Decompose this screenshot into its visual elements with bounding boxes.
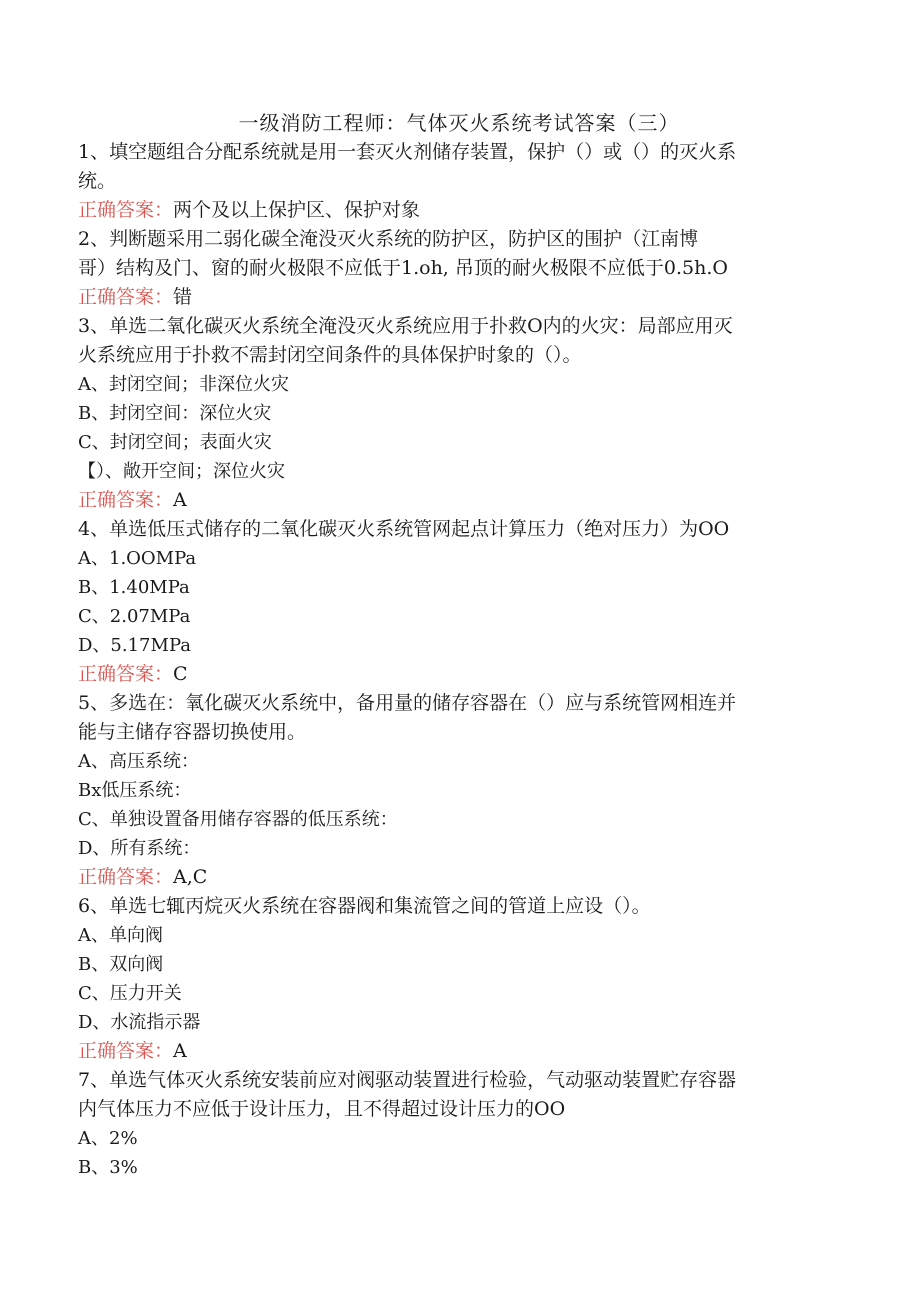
correct-answer [78,196,830,225]
correct-answer [78,660,830,689]
question-block [78,138,830,225]
answer-label: 正确答案： [78,489,174,511]
correct-answer [78,1037,830,1066]
answer-value: A [173,1040,187,1062]
answer-option: A、封闭空间；非深位火灾 [78,374,289,395]
answer-option: Bx低压系统： [78,780,192,801]
answer-option: A、1.OOMPa [78,548,197,569]
question-block [78,515,830,689]
question-text: 4、单选低压式储存的二氧化碳灭火系统管网起点计算压力（绝对压力）为OO [78,518,730,540]
answer-label: 正确答案： [78,866,174,888]
answer-option: D、水流指示器 [78,1012,201,1033]
answer-option: B、封闭空间：深位火灾 [78,403,272,424]
answer-value: C [173,663,188,685]
answer-option: A、2% [78,1128,138,1149]
answer-value: 错 [173,286,193,308]
question-text: 能与主储存容器切换使用。 [78,721,307,743]
answer-option: D、5.17MPa [78,635,191,656]
question-text: 哥）结构及门、窗的耐火极限不应低于1.oh, 吊顶的耐火极限不应低于0.5h.O [78,257,728,279]
question-text: 内气体压力不应低于设计压力，且不得超过设计压力的OO [78,1098,566,1120]
answer-label: 正确答案： [78,199,174,221]
question-text: 3、单选二氧化碳灭火系统全淹没灭火系统应用于扑救O内的火灾：局部应用灭 [78,315,733,337]
answer-option: C、2.07MPa [78,606,191,627]
question-block [78,225,830,312]
answer-option: A、单向阀 [78,925,163,946]
answer-label: 正确答案： [78,663,174,685]
answer-label: 正确答案： [78,286,174,308]
question-block [78,1066,830,1182]
question-block [78,689,830,892]
correct-answer [78,283,830,312]
correct-answer [78,863,830,892]
answer-option: A、高压系统： [78,751,199,772]
correct-answer [78,486,830,515]
question-block [78,312,830,515]
answer-option: D、所有系统： [78,838,201,859]
answer-value: 两个及以上保护区、保护对象 [173,199,421,221]
question-text: 1、填空题组合分配系统就是用一套灭火剂储存装置，保护（）或（）的灭火系 [78,141,737,163]
question-text: 火系统应用于扑救不需封闭空间条件的具体保护时象的（）。 [78,344,582,366]
page-title: 一级消防工程师：气体灭火系统考试答案（三） [238,111,680,135]
question-text: 统。 [78,170,117,192]
answer-option: C、压力开关 [78,983,182,1004]
answer-option: 【）、敞开空间；深位火灾 [78,461,285,482]
answer-option: B、双向阀 [78,954,164,975]
question-block [78,892,830,1066]
answer-option: C、封闭空间；表面火灾 [78,432,272,453]
answer-option: B、1.40MPa [78,577,190,598]
answer-value: A,C [173,866,208,888]
question-text: 6、单选七辄丙烷灭火系统在容器阀和集流管之间的管道上应设（）。 [78,895,651,917]
answer-option: C、单独设置备用储存容器的低压系统： [78,809,398,830]
question-text: 7、单选气体灭火系统安装前应对阀驱动装置进行检验，气动驱动装置贮存容器 [78,1069,737,1091]
answer-option: B、3% [78,1157,138,1178]
answer-label: 正确答案： [78,1040,174,1062]
answer-value: A [173,489,187,511]
question-text: 2、判断题采用二弱化碳全淹没灭火系统的防护区，防护区的围护（江南博 [78,228,699,250]
question-list [78,138,830,1182]
question-text: 5、多选在：氧化碳灭火系统中，备用量的储存容器在（）应与系统管网相连并 [78,692,737,714]
